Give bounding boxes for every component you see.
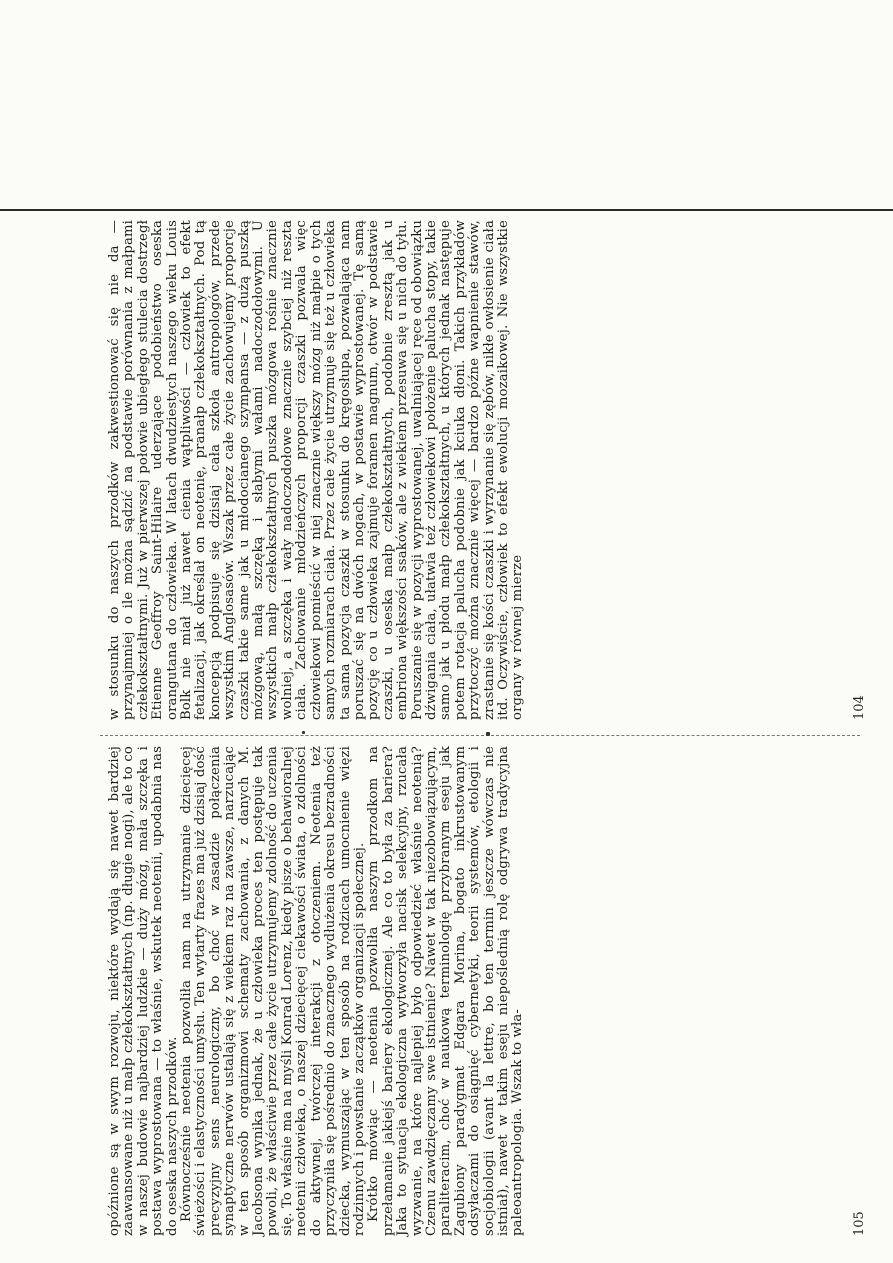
left-page-number: 104 <box>852 695 867 720</box>
scan-speck <box>486 732 490 736</box>
gutter-fold-line <box>100 735 860 737</box>
left-page-paragraph-1: w stosunku do naszych przodków zakwestionować się nie da — przynajmniej o ile można sądzić na podstawie porównania z małpami człekokształtnymi. Już w pierwszej połowie ubiegłego stulecia dostrzegł Etienne Geoffroy Saint-Hilaire uderzające podobieństwo oseska orangutana do człowieka. W latach dwudziestych naszego wieku Louis Bolk nie miał już nawet cienia wątpliwości — człowiek to efekt fetalizacji, jak określał on neotenię, pranałp człekokształtnych. Pod tą koncepcją podpisuje się dzisiaj cała szkoła antropologów, przede wszystkim Anglosasów. Wszak przez całe życie zachowujemy proporcje czaszki takie same jak u młodocianego szympansa — z dużą puszką mózgową, małą szczęką i słabymi wałami nadoczodołowymi. U wszystkich małp człekokształtnych puszka mózgowa rośnie znacznie wolniej, a szczęka i wały nadoczodołowe znacznie szybciej niż reszta ciała. Zachowanie młodzieńczych proporcji czaszki pozwala więc człowiekowi pomieścić w niej znacznie większy mózg niż małpie o tych samych rozmiarach ciała. Przez całe życie utrzymuje się też u człowieka ta sama pozycja czaszki w stosunku do kręgosłupa, pozwalająca nam poruszać się na dwóch nogach, w postawie wyprostowanej. Tę samą pozycję co u człowieka zajmuje foramen magnum, otwór w podstawie czaszki, u oseska małp człekokształtnych, podobnie zresztą jak u embriona większości ssaków, ale z wiekiem przesuwa się u nich do tyłu. Poruszanie się w pozycji wyprostowanej, uwalniającej ręce od obowiązku dźwigania ciała, ułatwia też człowiekowi położenie palucha stopy, takie samo jak u płodu małp człekokształtnych, u których jednak następuje potem rotacja palucha podobnie jak kciuka dłoni. Takich przykładów przytoczyć można znacznie więcej — bardzo późne wapnienie stawów, zrastanie się kości czaszki i wyrzynanie się zębów, nikłe owłosienie ciała itd. Oczywiście, człowiek to efekt ewolucji mozaikowej. Nie wszystkie organy w równej mierze <box>107 220 526 720</box>
right-page-frame <box>107 746 867 1236</box>
page-edge-rule <box>0 209 893 211</box>
right-page-paragraph-3: Krótko mówiąc — neotenia pozwoliła naszym przodkom na przełamanie jakiejś bariery ekologicznej. Ale co to była za bariera? Jaka to sytuacja ekologiczna wytworzyła nacisk selekcyjny, rzucała wyzwanie, na które najlepiej było odpowiedzieć właśnie neotenią? Czemu zawdzięczamy swe istnienie? Nawet w tak niezobowiązującym, paraliteracim, choć w naukową terminologię przybranym eseju jak Zagubiony paradygmat Edgara Morina, bogato inkrustowanym odsyłaczami do osiągnięć cybernetyki, teorii systemów, etologii i socjobiologii (avant la lettre, bo ten termin jeszcze wówczas nie istniał), nawet w takim eseju niepoślednią rolę odgrywa tradycyjna paleoantropologia. Wszak to wła- <box>366 746 526 1236</box>
right-page-paragraph-1: opóźnione są w swym rozwoju, niektóre wydają się nawet bardziej zaawansowane niż u małp człekokształtnych (np. długie nogi), ale to co w naszej budowie najbardziej ludzkie — duży mózg, mała szczęka i postawa wyprostowana — to właśnie, wskutek neotenii, upodabnia nas do oseska naszych przodków. <box>107 746 180 1236</box>
left-page-body <box>108 220 848 720</box>
right-page-paragraph-2: Równocześnie neotenia pozwoliła nam na utrzymanie dziecięcej świeżości i elastyczności umysłu. Ten wytarty frazes ma już dzisiaj dość precyzyjny sens neurologiczny, bo choć w zasadzie połączenia synaptyczne nerwów ustalają się z wiekiem raz na zawsze, narzucając w ten sposób organizmowi schematy zachowania, z danych M. Jacobsona wynika jednak, że u człowieka proces ten postępuje tak powoli, że właściwie przez całe życie utrzymujemy zdolność do uczenia się. To właśnie ma na myśli Konrad Lorenz, kiedy pisze o behawioralnej neotenii człowieka, o naszej dziecięcej ciekawości świata, o zdolności do aktywnej, twórczej interakcji z otoczeniem. Neotenia też przyczyniła się pośrednio do znacznego wydłużenia okresu bezradności dziecka, wymuszając w ten sposób na rodzicach umocnienie więzi rodzinnych i powstanie zaczątków organizacji społecznej. <box>179 746 367 1236</box>
right-page-number: 105 <box>852 1211 867 1236</box>
right-page-body <box>108 746 848 1236</box>
left-page-frame <box>107 220 867 720</box>
scan-speck <box>302 731 305 734</box>
